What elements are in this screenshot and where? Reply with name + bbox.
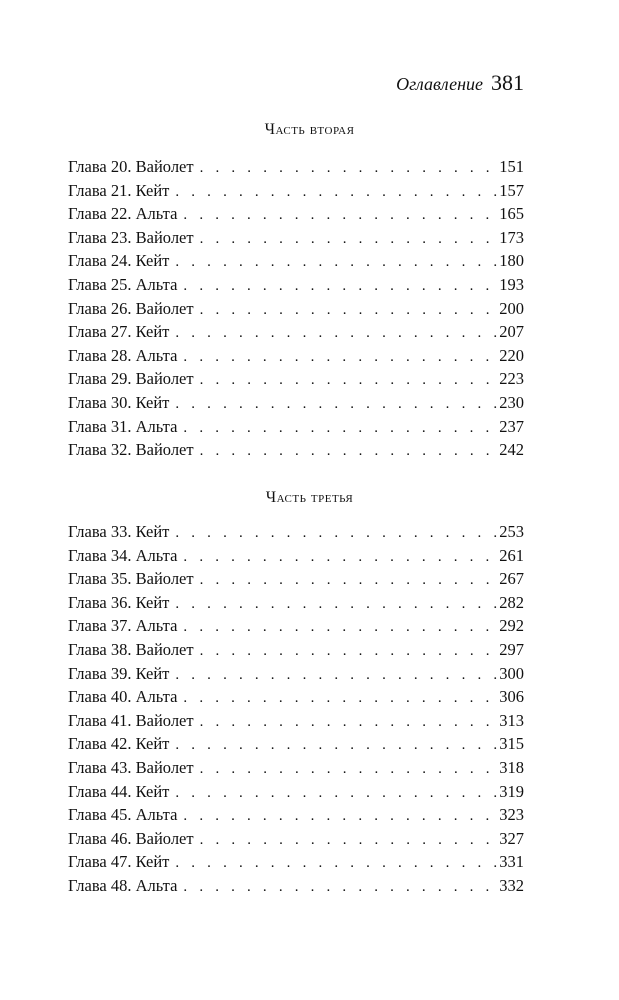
toc-leader-dots xyxy=(175,785,497,802)
toc-entry xyxy=(68,299,524,323)
toc-entry-page: 220 xyxy=(499,345,524,365)
toc-leader-dots xyxy=(175,737,497,754)
toc-entry xyxy=(68,369,524,393)
toc-entry-label: Глава 20. Вайолет xyxy=(68,157,194,176)
toc-entry-label: Глава 24. Кейт xyxy=(68,251,170,271)
toc-entry-page: 319 xyxy=(499,781,524,801)
toc-entry-page: 157 xyxy=(499,180,524,200)
toc-entry-page: 300 xyxy=(499,663,524,683)
toc-entry-page: 173 xyxy=(499,227,524,247)
toc-entry xyxy=(68,346,524,370)
toc-leader-dots xyxy=(175,184,497,201)
toc-leader-dots xyxy=(175,525,497,542)
toc-entry xyxy=(68,204,524,228)
toc-entry-label: Глава 21. Кейт xyxy=(68,180,170,200)
toc-entry xyxy=(68,758,524,782)
toc-entry-label: Глава 22. Альта xyxy=(68,204,178,224)
toc-entry-label: Глава 44. Кейт xyxy=(68,781,170,801)
toc-entry-label: Глава 32. Вайолет xyxy=(68,440,194,460)
toc-entry-page: 165 xyxy=(499,204,524,224)
toc-entry-label: Глава 35. Вайолет xyxy=(68,569,194,589)
toc-entry-label: Глава 33. Кейт xyxy=(68,522,170,541)
toc-entry xyxy=(68,711,524,735)
toc-leader-dots xyxy=(200,714,498,731)
toc-entry xyxy=(68,157,524,181)
toc-entry-label: Глава 38. Вайолет xyxy=(68,639,194,659)
toc-entry-page: 230 xyxy=(499,392,524,412)
toc-entry-page: 297 xyxy=(499,639,524,659)
toc-entry-label: Глава 36. Кейт xyxy=(68,592,170,612)
toc-leader-dots xyxy=(200,302,498,319)
toc-leader-dots xyxy=(200,160,498,177)
toc-leader-dots xyxy=(183,619,497,636)
toc-entry-label: Глава 45. Альта xyxy=(68,805,178,825)
toc-entry-page: 261 xyxy=(499,545,524,565)
toc-entry xyxy=(68,876,524,900)
toc-entry-page: 282 xyxy=(499,592,524,612)
toc-entry-label: Глава 26. Вайолет xyxy=(68,298,194,318)
toc-entry-page: 253 xyxy=(499,522,524,541)
toc-entry-label: Глава 27. Кейт xyxy=(68,322,170,342)
toc-entry-page: 331 xyxy=(499,852,524,872)
toc-list-part-three xyxy=(68,522,524,900)
toc-leader-dots xyxy=(200,572,498,589)
toc-entry xyxy=(68,228,524,252)
toc-entry-page: 313 xyxy=(499,710,524,730)
toc-leader-dots xyxy=(183,549,497,566)
toc-entry xyxy=(68,522,524,546)
toc-entry-page: 237 xyxy=(499,416,524,436)
toc-entry-page: 200 xyxy=(499,298,524,318)
toc-entry-page: 193 xyxy=(499,274,524,294)
toc-leader-dots xyxy=(183,879,497,896)
toc-entry xyxy=(68,616,524,640)
section-title-part-three: Часть третья xyxy=(265,489,354,506)
toc-entry-page: 242 xyxy=(499,440,524,460)
running-head-title: Оглавление xyxy=(396,74,483,94)
toc-leader-dots xyxy=(200,761,498,778)
toc-entry-label: Глава 39. Кейт xyxy=(68,663,170,683)
toc-entry xyxy=(68,782,524,806)
toc-entry-label: Глава 23. Вайолет xyxy=(68,227,194,247)
toc-entry xyxy=(68,251,524,275)
toc-entry-page: 180 xyxy=(499,251,524,271)
toc-entry-page: 323 xyxy=(499,805,524,825)
toc-entry-label: Глава 40. Альта xyxy=(68,687,178,707)
page-number: 381 xyxy=(491,70,524,95)
toc-entry-label: Глава 28. Альта xyxy=(68,345,178,365)
toc-entry xyxy=(68,393,524,417)
toc-leader-dots xyxy=(175,667,497,684)
toc-leader-dots xyxy=(183,420,497,437)
toc-entry xyxy=(68,546,524,570)
toc-entry-page: 315 xyxy=(499,734,524,754)
toc-entry-label: Глава 47. Кейт xyxy=(68,852,170,872)
toc-entry-page: 327 xyxy=(499,828,524,848)
toc-leader-dots xyxy=(175,254,497,271)
toc-leader-dots xyxy=(200,643,498,660)
toc-entry xyxy=(68,275,524,299)
toc-leader-dots xyxy=(183,207,497,224)
toc-entry xyxy=(68,640,524,664)
toc-entry-page: 151 xyxy=(499,157,524,176)
toc-leader-dots xyxy=(175,596,497,613)
toc-entry xyxy=(68,440,524,464)
toc-leader-dots xyxy=(200,443,498,460)
toc-entry xyxy=(68,181,524,205)
toc-entry xyxy=(68,829,524,853)
toc-entry xyxy=(68,805,524,829)
toc-leader-dots xyxy=(200,832,498,849)
toc-entry-label: Глава 42. Кейт xyxy=(68,734,170,754)
toc-entry xyxy=(68,852,524,876)
toc-entry xyxy=(68,322,524,346)
toc-entry xyxy=(68,569,524,593)
toc-leader-dots xyxy=(183,349,497,366)
toc-entry-page: 306 xyxy=(499,687,524,707)
toc-entry-page: 332 xyxy=(499,875,524,895)
toc-leader-dots xyxy=(183,278,497,295)
toc-entry xyxy=(68,593,524,617)
toc-entry-label: Глава 30. Кейт xyxy=(68,392,170,412)
toc-leader-dots xyxy=(200,231,498,248)
toc-entry-label: Глава 41. Вайолет xyxy=(68,710,194,730)
toc-entry-page: 292 xyxy=(499,616,524,636)
toc-entry-label: Глава 31. Альта xyxy=(68,416,178,436)
toc-entry-label: Глава 43. Вайолет xyxy=(68,757,194,777)
toc-entry xyxy=(68,687,524,711)
toc-entry-label: Глава 29. Вайолет xyxy=(68,369,194,389)
toc-list-part-two xyxy=(68,157,524,464)
toc-leader-dots xyxy=(175,396,497,413)
toc-leader-dots xyxy=(175,855,497,872)
toc-entry xyxy=(68,417,524,441)
toc-entry-label: Глава 25. Альта xyxy=(68,274,178,294)
toc-entry-page: 207 xyxy=(499,322,524,342)
toc-entry-page: 267 xyxy=(499,569,524,589)
toc-entry-label: Глава 34. Альта xyxy=(68,545,178,565)
toc-entry xyxy=(68,664,524,688)
toc-leader-dots xyxy=(183,808,497,825)
toc-entry-label: Глава 37. Альта xyxy=(68,616,178,636)
toc-leader-dots xyxy=(183,690,497,707)
toc-entry-label: Глава 46. Вайолет xyxy=(68,828,194,848)
section-title-part-two: Часть вторая xyxy=(264,121,355,138)
toc-leader-dots xyxy=(200,372,498,389)
running-head xyxy=(396,70,524,96)
toc-entry xyxy=(68,734,524,758)
toc-leader-dots xyxy=(175,325,497,342)
toc-entry-page: 223 xyxy=(499,369,524,389)
toc-entry-page: 318 xyxy=(499,757,524,777)
toc-entry-label: Глава 48. Альта xyxy=(68,875,178,895)
